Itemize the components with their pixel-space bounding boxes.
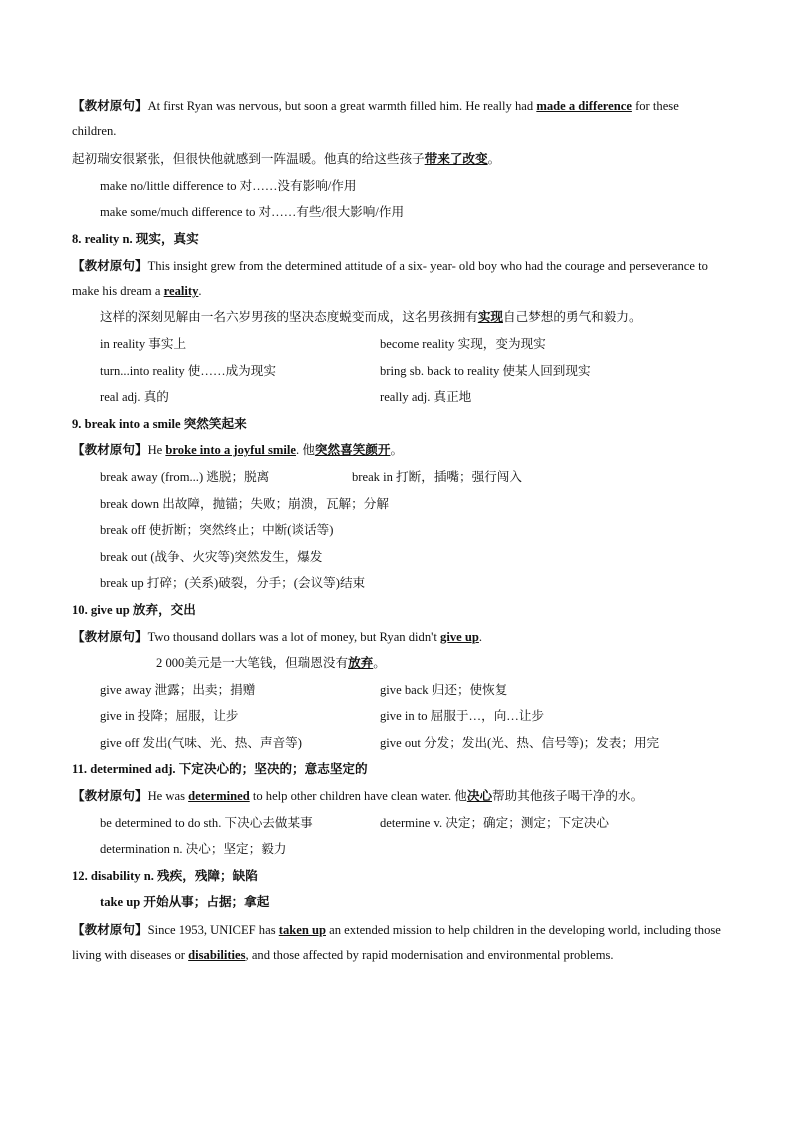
phrase-row: in reality 事实上 become reality 实现，变为现实 <box>100 336 546 351</box>
word-heading: 11. determined adj. 下定决心的；坚决的；意志坚定的 <box>72 762 368 777</box>
phrase-item: break off 使折断；突然终止；中断(谈话等) <box>100 523 334 538</box>
word-subheading: take up 开始从事；占据；拿起 <box>100 895 270 910</box>
word-heading: 9. break into a smile 突然笑起来 <box>72 416 247 431</box>
sentence-en: 【教材原句】Since 1953, UNICEF has taken up an extended mission to help children in the developing world, including those living with diseases or disabilities, and those affected by rapid modernisation and environmental problems. <box>72 923 721 963</box>
phrase-item: make no/little difference to 对……没有影响/作用 <box>100 178 357 193</box>
phrase-row: real adj. 真的 really adj. 真正地 <box>100 390 472 405</box>
tag-label: 【教材原句】 <box>72 923 148 938</box>
document-content <box>72 94 722 968</box>
tag-label: 【教材原句】 <box>72 629 148 644</box>
word-heading: 10. give up 放弃，交出 <box>72 602 196 617</box>
phrase-item: break up 打碎；(关系)破裂，分手；(会议等)结束 <box>100 576 366 591</box>
tag-label: 【教材原句】 <box>72 443 148 458</box>
phrase-item: break down 出故障，抛锚；失败；崩溃，瓦解；分解 <box>100 496 389 511</box>
sentence-en: 【教材原句】This insight grew from the determined attitude of a six- year- old boy who had the courage and perseverance to make his dream a reality. <box>72 259 708 299</box>
phrase-row: give off 发出(气味、光、热、声音等) give out 分发；发出(光、热、信号等)；发表；用完 <box>100 735 660 750</box>
sentence-zh: 2 000美元是一大笔钱，但瑞恩没有放弃。 <box>156 656 386 671</box>
phrase-row: give in 投降；屈服，让步 give in to 屈服于…，向…让步 <box>100 709 545 724</box>
tag-label: 【教材原句】 <box>72 789 148 804</box>
sentence-zh: 起初瑞安很紧张，但很快他就感到一阵温暖。他真的给这些孩子带来了改变。 <box>72 152 501 166</box>
phrase-row: turn...into reality 使……成为现实 bring sb. back to reality 使某人回到现实 <box>100 363 591 378</box>
sentence-en: 【教材原句】At first Ryan was nervous, but soon a great warmth filled him. He really had made a difference for these children. <box>72 99 679 138</box>
sentence-en: 【教材原句】Two thousand dollars was a lot of money, but Ryan didn't give up. <box>72 629 483 644</box>
sentence-en: 【教材原句】He was determined to help other children have clean water. 他决心帮助其他孩子喝干净的水。 <box>72 789 644 804</box>
sentence-zh: 这样的深刻见解由一名六岁男孩的坚决态度蜕变而成，这名男孩拥有实现自己梦想的勇气和毅力。 <box>100 310 642 325</box>
sentence-en: 【教材原句】He broke into a joyful smile. 他突然喜笑颜开。 <box>72 443 404 458</box>
phrase-item: determination n. 决心；坚定；毅力 <box>100 842 287 857</box>
phrase-item: make some/much difference to 对……有些/很大影响/作用 <box>100 205 405 220</box>
phrase-row: give away 泄露；出卖；捐赠 give back 归还；使恢复 <box>100 682 508 697</box>
tag-label: 【教材原句】 <box>72 259 148 274</box>
word-heading: 12. disability n. 残疾，残障；缺陷 <box>72 868 258 883</box>
phrase-row: be determined to do sth. 下决心去做某事 determine v. 决定；确定；测定；下定决心 <box>100 815 609 830</box>
word-heading: 8. reality n. 现实，真实 <box>72 231 199 246</box>
phrase-row: break away (from...) 逃脱；脱离 break in 打断，插嘴；强行闯入 <box>100 469 522 484</box>
tag-label: 【教材原句】 <box>72 99 148 113</box>
phrase-item: break out (战争、火灾等)突然发生，爆发 <box>100 549 323 564</box>
